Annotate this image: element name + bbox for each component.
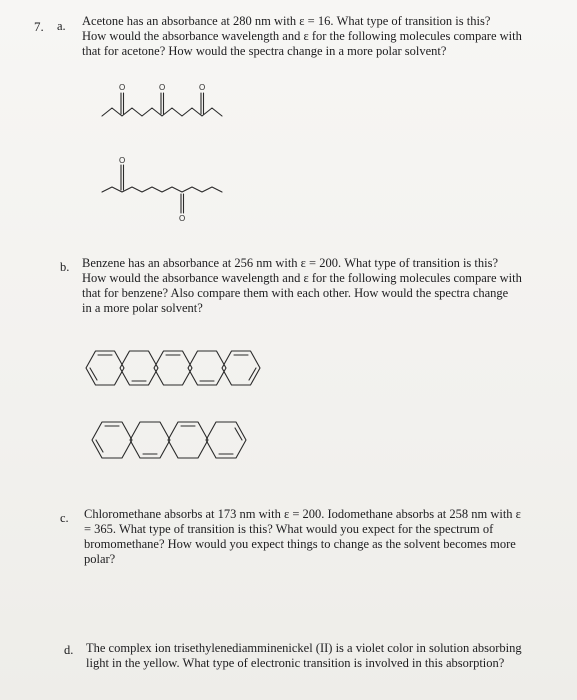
- part-d-line-2: light in the yellow. What type of electronic transition is involved in this absorption?: [86, 656, 505, 670]
- oxygen-label: O: [119, 156, 126, 165]
- question-number: 7.: [34, 19, 44, 34]
- pentacene-structure: [84, 345, 260, 391]
- part-c-line-3: bromomethane? How would you expect things to change as the solvent becomes more: [84, 537, 516, 551]
- fused-ring-chain: [86, 351, 260, 385]
- part-a-line-3: that for acetone? How would the spectra change in a more polar solvent?: [82, 44, 447, 58]
- part-c-line-2: = 365. What type of transition is this? What would you expect for the spectrum of: [84, 522, 494, 536]
- diketone-structure: [100, 155, 225, 223]
- part-d-label: d.: [64, 643, 74, 657]
- part-a-line-1: Acetone has an absorbance at 280 nm with ε = 16. What type of transition is this?: [82, 14, 491, 28]
- part-a-line-2: How would the absorbance wavelength and ε for the following molecules compare with: [82, 29, 522, 43]
- oxygen-label: O: [199, 83, 206, 92]
- part-c-label: c.: [60, 511, 69, 525]
- part-c-line-1: Chloromethane absorbs at 173 nm with ε = 200. Iodomethane absorbs at 258 nm with ε: [84, 507, 521, 521]
- part-a-text: [82, 14, 522, 59]
- part-b-line-2: How would the absorbance wavelength and ε for the following molecules compare with: [82, 271, 522, 285]
- tetracene-structure: [90, 416, 250, 464]
- part-b-line-4: in a more polar solvent?: [82, 301, 203, 315]
- oxygen-label: O: [119, 83, 126, 92]
- part-a-label: a.: [57, 19, 66, 33]
- oxygen-label: O: [179, 214, 186, 223]
- part-b-label: b.: [60, 260, 70, 274]
- part-c-line-4: polar?: [84, 552, 116, 566]
- triketone-structure: [100, 80, 230, 120]
- part-b-line-1: Benzene has an absorbance at 256 nm with ε = 200. What type of transition is this?: [82, 256, 499, 270]
- part-d-text: [86, 641, 522, 671]
- part-c-text: [84, 507, 521, 567]
- diketone-backbone: [102, 187, 222, 192]
- fused-ring-chain: [92, 422, 246, 458]
- part-b-text: [82, 256, 522, 316]
- part-d-line-1: The complex ion trisethylenediamminenickel (II) is a violet color in solution absorbing: [86, 641, 522, 655]
- part-b-line-3: that for benzene? Also compare them with each other. How would the spectra change: [82, 286, 509, 300]
- oxygen-label: O: [159, 83, 166, 92]
